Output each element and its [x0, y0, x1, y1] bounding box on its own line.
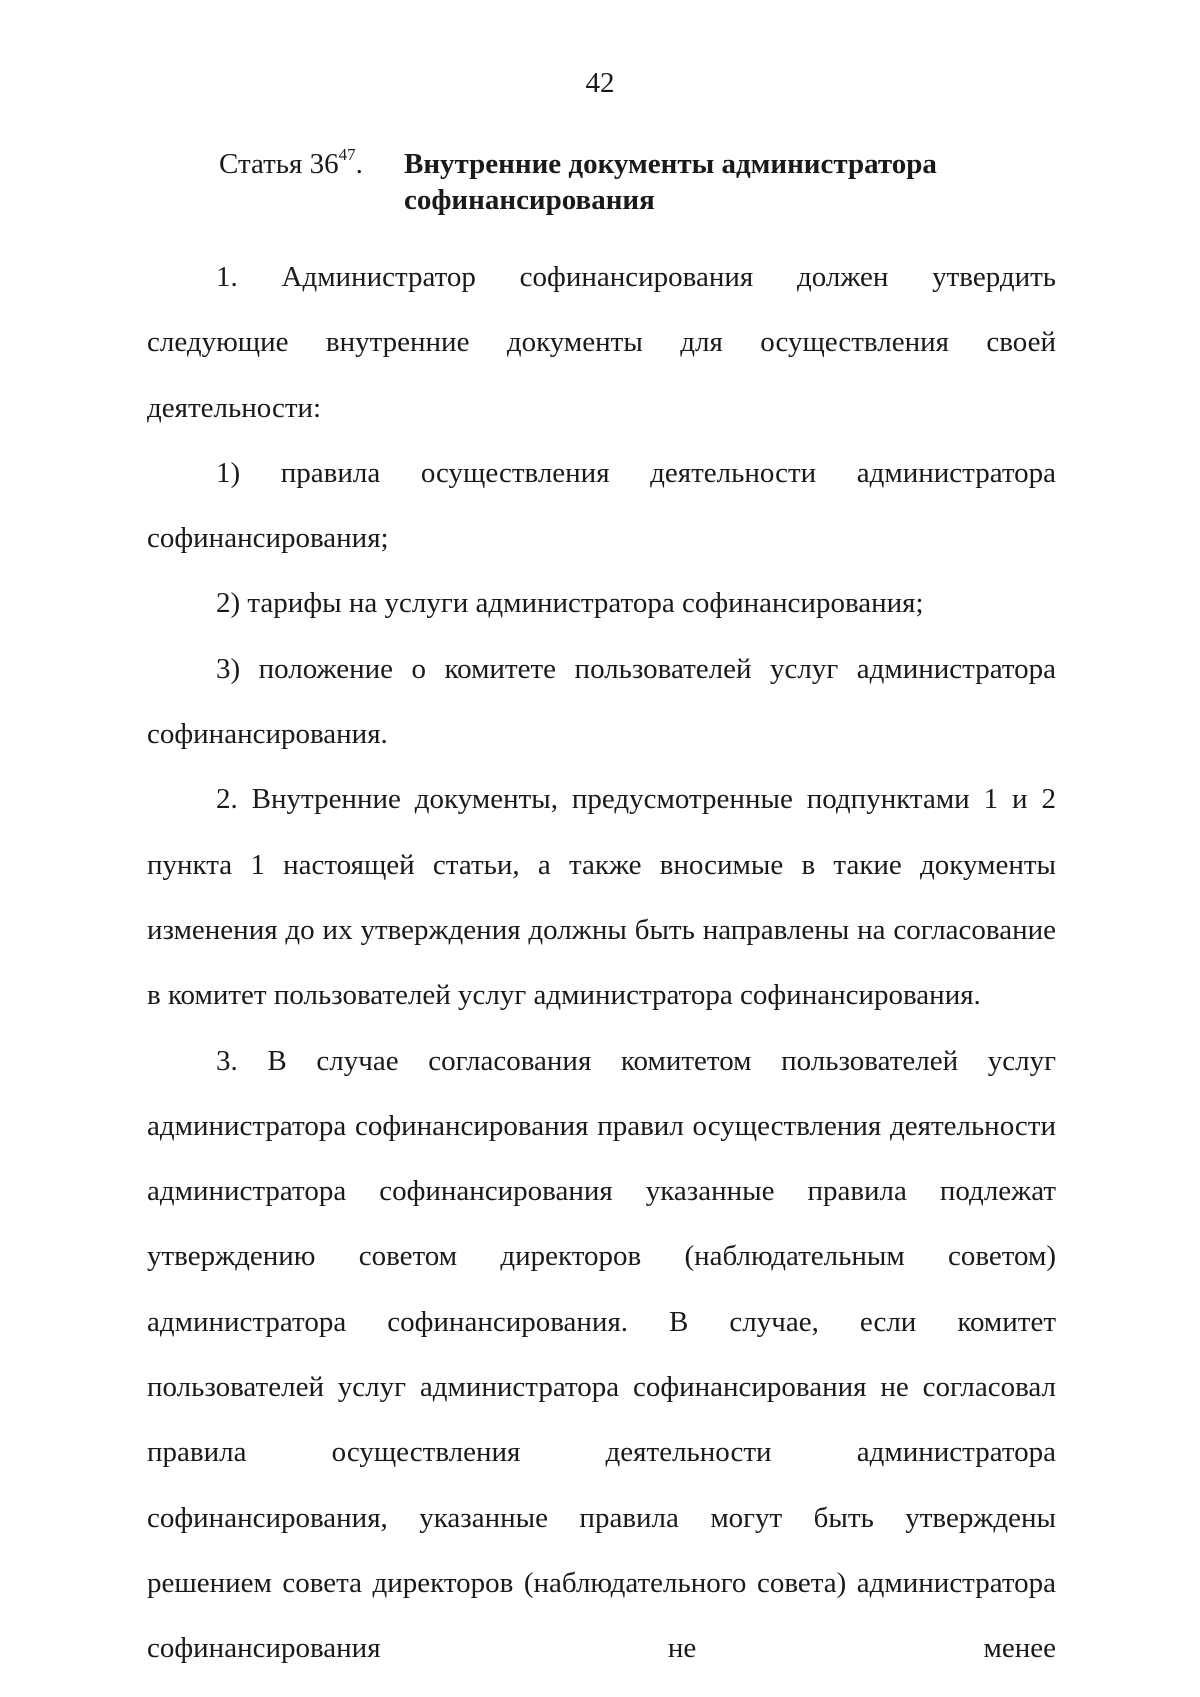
paragraph-2: 2. Внутренние документы, предусмотренные подпунктами 1 и 2 пункта 1 настоящей статьи, а также вносимые в такие документы изменения до их утверждения должны быть направлены на согласование в комитет пользователей услуг администратора софинансирования.: [147, 783, 1056, 1012]
paragraph-3: 3. В случае согласования комитетом пользователей услуг администратора софинансирования правил осуществления деятельности администратора софинансирования указанные правила подлежат утверждению советом директоров (наблюдательным советом) администратора софинансирования. В случае, если комитет пользователей услуг администратора софинансирования не согласовал правила осуществления деятельности администратора софинансирования, указанные правила могут быть утверждены решением совета директоров (наблюдательного совета) администратора софинансирования не менее: [147, 1044, 1056, 1665]
subitem-2: 2) тарифы на услуги администратора софинансирования;: [216, 587, 924, 620]
article-label: Статья 36: [219, 148, 339, 180]
article-superscript: 47: [338, 145, 356, 164]
subitem-1-line-1: 1) правила осуществления деятельности администратора: [216, 456, 1056, 489]
page-number: 42: [585, 67, 615, 99]
subitem-1-line-2: софинансирования;: [147, 522, 389, 555]
subitem-3: 3) положение о комитете пользователей услуг администратора софинансирования.: [147, 652, 1056, 751]
article-heading: [219, 146, 1069, 226]
article-label-suffix: .: [355, 148, 363, 180]
article-body: [147, 245, 1056, 1682]
subitem-1: [147, 441, 1056, 506]
article-number: [219, 146, 363, 182]
paragraph-1: 1. Администратор софинансирования должен утвердить следующие внутренние документы для осуществления своей деятельности:: [147, 261, 1056, 424]
article-title: Внутренние документы администратора софинансирования: [404, 148, 937, 216]
